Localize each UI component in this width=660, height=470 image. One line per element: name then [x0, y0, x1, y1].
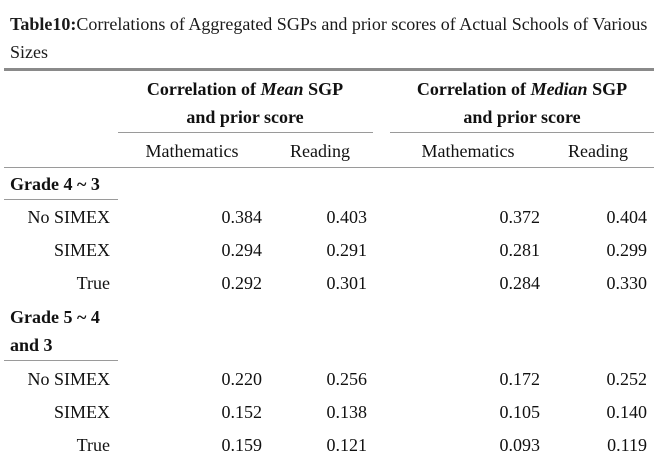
- col-header-median-reading: Reading: [568, 141, 628, 161]
- median-group-rule: [390, 132, 654, 133]
- row-label: No SIMEX: [27, 207, 110, 227]
- group-title-rule: [4, 199, 118, 200]
- table-cell: 0.281: [499, 240, 540, 260]
- table-cell: 0.252: [606, 369, 647, 389]
- row-label: True: [76, 273, 110, 293]
- table-cell: 0.299: [606, 240, 647, 260]
- table-cell: 0.404: [606, 207, 647, 227]
- table-caption: [10, 10, 650, 66]
- top-rule: [4, 68, 654, 71]
- table-title: Correlations of Aggregated SGPs and prior scores of Actual Schools of Various Sizes: [10, 14, 648, 62]
- row-label: SIMEX: [53, 240, 110, 260]
- mean-group-header: Correlation of Mean SGP and prior score: [146, 79, 344, 127]
- col-header-mean-math: Mathematics: [145, 141, 239, 161]
- col-header-median-math: Mathematics: [421, 141, 515, 161]
- table-cell: 0.105: [499, 402, 540, 422]
- header-bottom-rule: [4, 167, 654, 168]
- row-label: SIMEX: [53, 402, 110, 422]
- table-cell: 0.292: [221, 273, 262, 293]
- table-cell: 0.152: [221, 402, 262, 422]
- median-group-header: Correlation of Median SGP and prior score: [416, 79, 628, 127]
- table-cell: 0.093: [499, 435, 540, 455]
- group-title: Grade 5 ~ 4 and 3: [10, 307, 100, 355]
- table-cell: 0.256: [326, 369, 367, 389]
- table-cell: 0.330: [606, 273, 647, 293]
- table-cell: 0.138: [326, 402, 367, 422]
- row-label: No SIMEX: [27, 369, 110, 389]
- row-label: True: [76, 435, 110, 455]
- table-cell: 0.172: [499, 369, 540, 389]
- table-cell: 0.372: [499, 207, 540, 227]
- col-header-mean-reading: Reading: [290, 141, 350, 161]
- table-cell: 0.119: [607, 435, 647, 455]
- group-title-rule: [4, 360, 118, 361]
- table-cell: 0.301: [326, 273, 367, 293]
- table-cell: 0.384: [221, 207, 262, 227]
- table-cell: 0.294: [221, 240, 262, 260]
- table-cell: 0.121: [326, 435, 367, 455]
- table-cell: 0.284: [499, 273, 540, 293]
- group-title: Grade 4 ~ 3: [10, 174, 100, 194]
- table-cell: 0.140: [606, 402, 647, 422]
- table-cell: 0.291: [326, 240, 367, 260]
- table-cell: 0.403: [326, 207, 367, 227]
- table-cell: 0.220: [221, 369, 262, 389]
- mean-group-rule: [118, 132, 373, 133]
- table-label: Table10:: [10, 14, 77, 34]
- table-cell: 0.159: [221, 435, 262, 455]
